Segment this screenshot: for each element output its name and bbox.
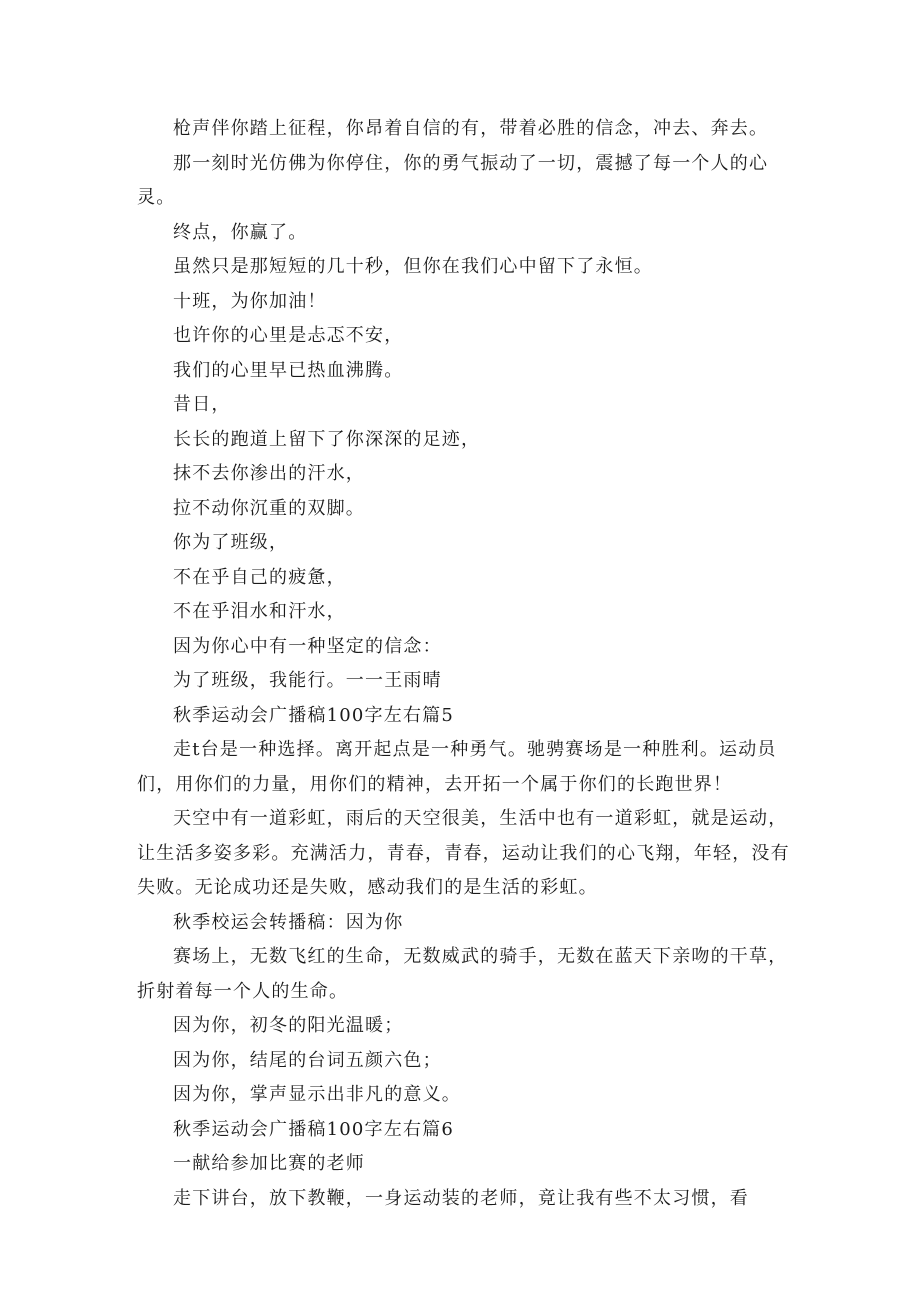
section-heading: 秋季运动会广播稿100字左右篇5 (173, 704, 455, 726)
paragraph: 那一刻时光仿佛为你停住，你的勇气振动了一切，震撼了每一个人的心灵。 (137, 152, 769, 208)
paragraph: 天空中有一道彩虹，雨后的天空很美，生活中也有一道彩虹，就是运动，让生活多姿多彩。充满活力，青春，青春，运动让我们的心飞翔，年轻，没有失败。无论成功还是失败，感动我们的是生活的彩虹。 (137, 808, 790, 898)
paragraph: 走t台是一种选择。离开起点是一种勇气。驰骋赛场是一种胜利。运动员们，用你们的力量，用你们的精神，去开拓一个属于你们的长跑世界！ (137, 739, 777, 795)
paragraph: 长长的跑道上留下了你深深的足迹， (173, 428, 481, 450)
paragraph: 不在乎泪水和汗水， (173, 601, 346, 622)
document-body (137, 112, 793, 1216)
paragraph: 十班，为你加油！ (173, 290, 327, 312)
paragraph: 拉不动你沉重的双脚。 (173, 497, 365, 519)
paragraph: 因为你，掌声显示出非凡的意义。 (173, 1084, 461, 1105)
paragraph: 虽然只是那短短的几十秒，但你在我们心中留下了永恒。 (173, 256, 653, 277)
paragraph: 因为你，结尾的台词五颜六色； (173, 1049, 442, 1071)
paragraph: 昔日， (173, 394, 231, 415)
paragraph: 我们的心里早已热血沸腾。 (173, 359, 404, 381)
section-heading: 秋季运动会广播稿100字左右篇6 (173, 1118, 455, 1140)
paragraph: 抹不去你渗出的汗水， (173, 463, 365, 484)
section-heading: 秋季校运会转播稿：因为你 (173, 911, 404, 933)
paragraph: 也许你的心里是忐忑不安， (173, 325, 404, 346)
paragraph: 因为你心中有一种坚定的信念： (173, 635, 442, 657)
paragraph: 终点，你赢了。 (173, 221, 308, 243)
paragraph: 因为你，初冬的阳光温暖； (173, 1015, 404, 1036)
paragraph: 不在乎自己的疲惫， (173, 566, 346, 588)
paragraph: 一献给参加比赛的老师 (173, 1153, 365, 1174)
paragraph: 枪声伴你踏上征程，你昂着自信的有，带着必胜的信念，冲去、奔去。 (173, 118, 769, 139)
paragraph: 你为了班级， (173, 532, 289, 553)
paragraph: 赛场上，无数飞红的生命，无数威武的骑手，无数在蓝天下亲吻的干草，折射着每一个人的生命。 (137, 946, 788, 1002)
paragraph: 走下讲台，放下教鞭，一身运动装的老师，竟让我有些不太习惯，看 (173, 1187, 749, 1209)
paragraph: 为了班级，我能行。一一王雨晴 (173, 670, 442, 691)
